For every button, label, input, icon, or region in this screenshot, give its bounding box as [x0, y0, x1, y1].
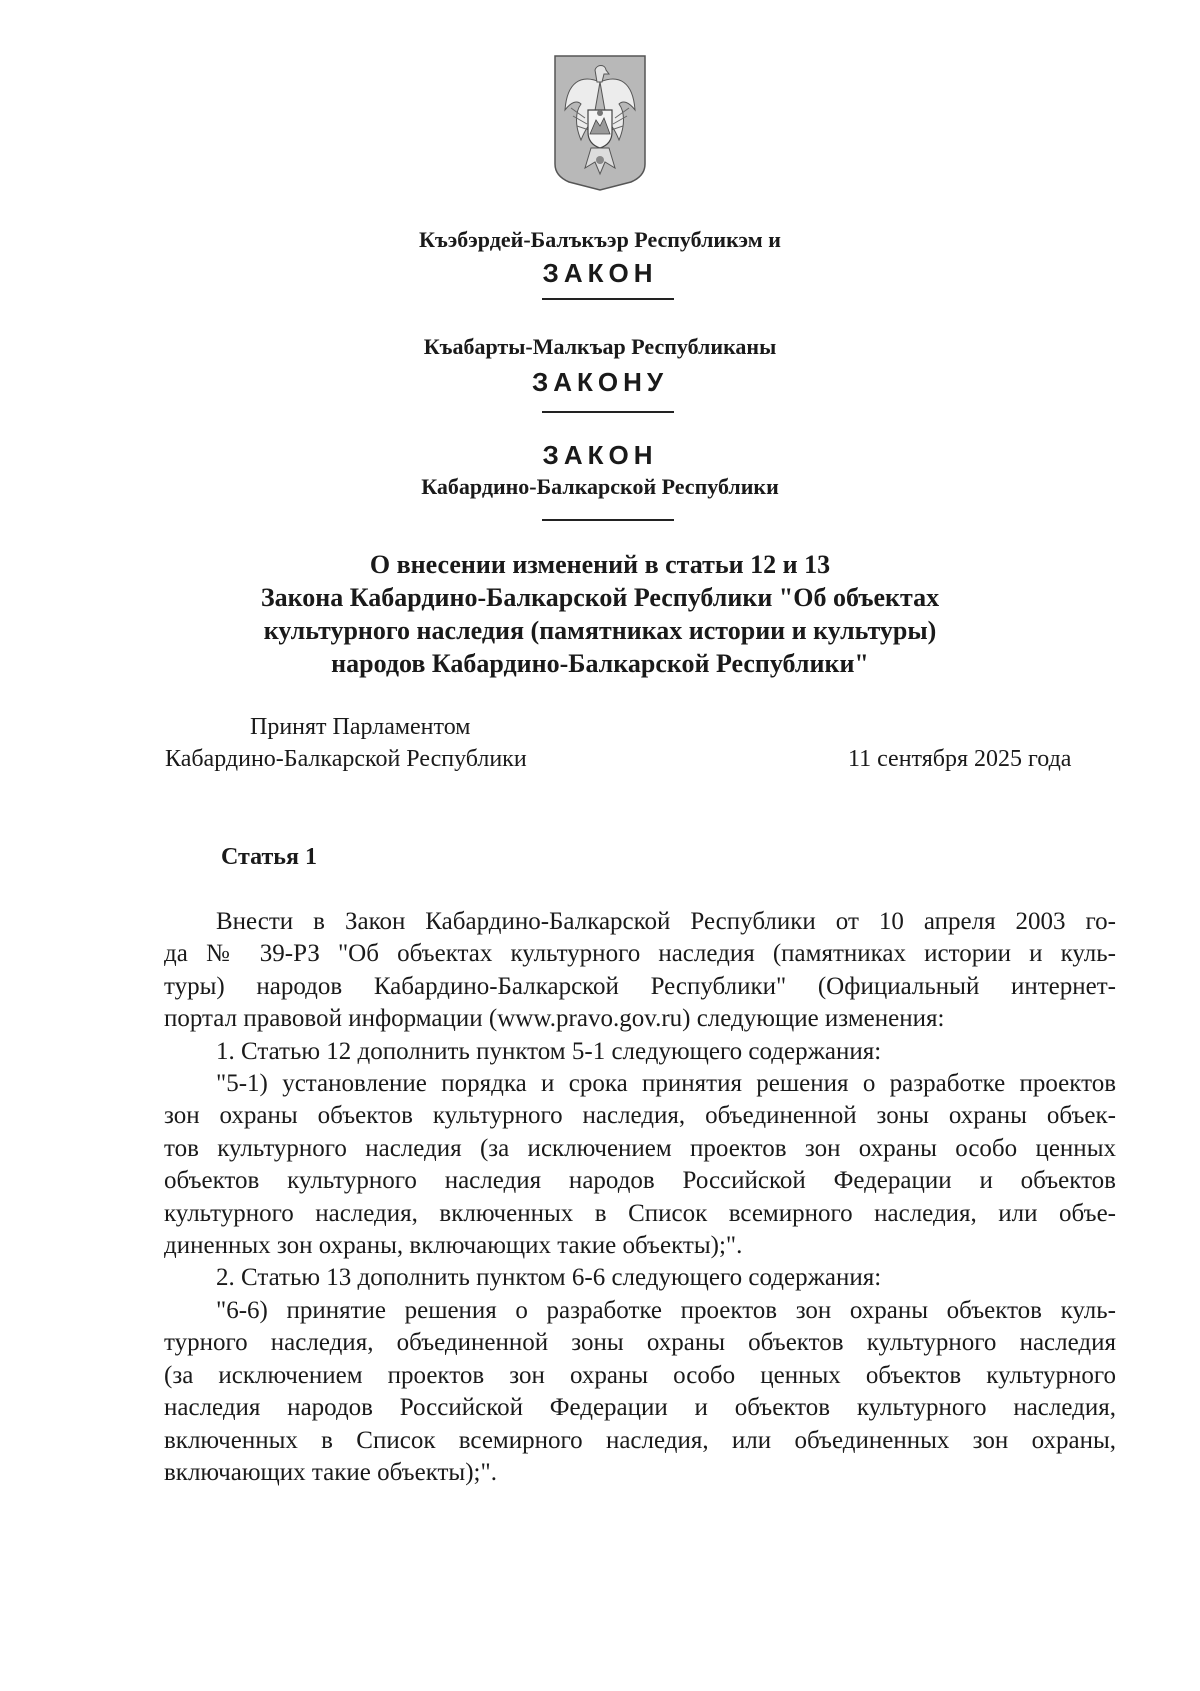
amendment-item: 2. Статью 13 дополнить пунктом 6-6 следующего содержания:: [216, 1264, 882, 1292]
header-divider: [542, 519, 674, 521]
body-line: "6-6) принятие решения о разработке проектов зон охраны объектов куль-: [216, 1296, 1116, 1324]
law-title-line: народов Кабардино-Балкарской Республики": [331, 649, 869, 678]
adopted-by-parliament: Принят Парламентом: [250, 714, 471, 740]
body-line: объектов культурного наследия народов Российской Федерации и объектов: [164, 1167, 1116, 1195]
law-title-line: культурного наследия (памятниках истории и культуры): [263, 616, 937, 645]
body-line: (за исключением проектов зон охраны особо ценных объектов культурного: [164, 1361, 1116, 1389]
balkar-republic-line: Къабарты-Малкъар Республиканы: [423, 334, 777, 359]
body-line: Внести в Закон Кабардино-Балкарской Республики от 10 апреля 2003 го-: [216, 908, 1116, 935]
body-line: портал правовой информации (www.pravo.gov.ru) следующие изменения:: [164, 1005, 945, 1033]
adoption-date: 11 сентября 2025 года: [848, 746, 1072, 772]
body-line: культурного наследия, включенных в Список всемирного наследия, или объе-: [164, 1199, 1116, 1227]
header-divider: [542, 298, 674, 300]
balkar-law-heading: ЗАКОНУ: [531, 367, 669, 397]
body-line: туры) народов Кабардино-Балкарской Республики" (Официальный интернет-: [164, 972, 1116, 1000]
body-line: турного наследия, объединенной зоны охраны объектов культурного наследия: [164, 1329, 1116, 1357]
coat-of-arms-emblem: [551, 52, 649, 192]
law-title-line: Закона Кабардино-Балкарской Республики "Об объектах: [260, 583, 940, 612]
amendment-item: 1. Статью 12 дополнить пунктом 5-1 следующего содержания:: [216, 1037, 882, 1065]
header-divider: [542, 411, 674, 413]
article-heading: Статья 1: [221, 844, 317, 870]
russian-law-heading: ЗАКОН: [542, 440, 658, 470]
kabardian-republic-line: Къэбэрдей-Балъкъэр Республикэм и: [419, 227, 781, 252]
body-line: "5-1) установление порядка и срока принятия решения о разработке проектов: [216, 1070, 1116, 1098]
adopted-by-republic: Кабардино-Балкарской Республики: [165, 746, 527, 772]
body-line: наследия народов Российской Федерации и объектов культурного наследия,: [164, 1394, 1116, 1422]
body-line: включающих такие объекты);".: [164, 1458, 497, 1486]
russian-republic-line: Кабардино-Балкарской Республики: [421, 474, 779, 499]
body-line: включенных в Список всемирного наследия, или объединенных зон охраны,: [164, 1426, 1116, 1454]
body-line: диненных зон охраны, включающих такие объекты);".: [164, 1232, 743, 1260]
kabardian-law-heading: ЗАКОН: [542, 258, 658, 288]
article-body: [164, 906, 1116, 1489]
body-line: да № 39-РЗ "Об объектах культурного наследия (памятниках истории и куль-: [164, 940, 1116, 968]
body-line: тов культурного наследия (за исключением проектов зон охраны особо ценных: [164, 1134, 1116, 1162]
body-line: зон охраны объектов культурного наследия, объединенной зоны охраны объек-: [164, 1102, 1116, 1130]
law-title-line: О внесении изменений в статьи 12 и 13: [369, 550, 831, 579]
